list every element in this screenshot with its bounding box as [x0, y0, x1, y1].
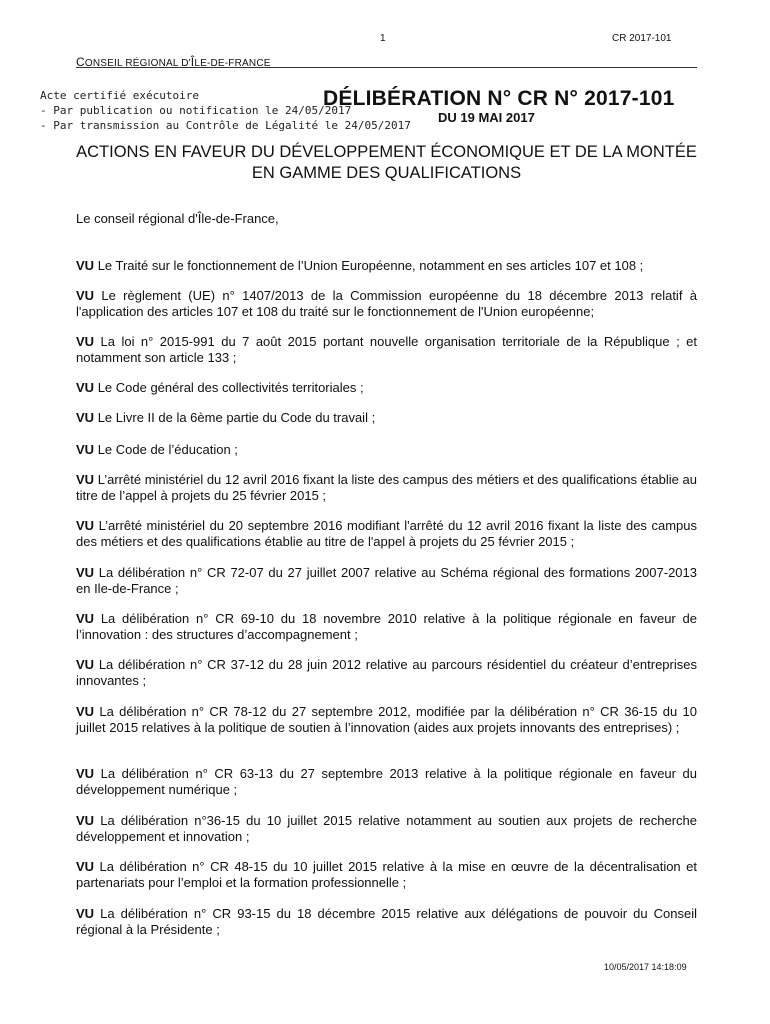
vu-label: VU — [76, 518, 95, 533]
deliberation-title: DÉLIBÉRATION N° CR N° 2017-101 — [323, 87, 675, 110]
vu-text: Le Traité sur le fonctionnement de l’Union Européenne, notamment en ses articles 107 et 108 ; — [97, 258, 644, 273]
vu-text: La délibération n° CR 93-15 du 18 décembre 2015 relative aux délégations de pouvoir du Conseil régional à la Présidente ; — [76, 906, 697, 937]
vu-item — [76, 611, 697, 642]
stamp-line-3: - Par transmission au Contrôle de Légalité le 24/05/2017 — [40, 119, 411, 132]
vu-label: VU — [76, 410, 95, 425]
vu-item — [76, 258, 697, 274]
org-name-part-2: LE-DE-FRANCE — [194, 58, 271, 69]
stamp-line-2: - Par publication ou notification le 24/05/2017 — [40, 104, 352, 117]
vu-text: L’arrêté ministériel du 20 septembre 2016 modifiant l'arrêté du 12 avril 2016 fixant la liste des campus des métiers et des qualifications établie au titre de l'appel à projets du 25 février 2015 ; — [76, 518, 697, 549]
page-number: 1 — [380, 33, 386, 44]
vu-text: La délibération n° CR 63-13 du 27 septembre 2013 relative à la politique régionale en faveur du développement numérique ; — [76, 766, 697, 797]
stamp-line-1: Acte certifié exécutoire — [40, 89, 199, 102]
vu-label: VU — [76, 565, 95, 580]
vu-item — [76, 288, 697, 319]
vu-text: La délibération n° CR 48-15 du 10 juillet 2015 relative à la mise en œuvre de la décentralisation et partenariats pour l’emploi et la formation professionnelle ; — [76, 859, 697, 890]
vu-item — [76, 334, 697, 365]
vu-label: VU — [76, 657, 95, 672]
vu-text: Le règlement (UE) n° 1407/2013 de la Commission européenne du 18 décembre 2013 relatif à l'application des articles 107 et 108 du traité sur le fonctionnement de l'Union européenne; — [76, 288, 697, 319]
vu-item — [76, 704, 697, 735]
vu-label: VU — [76, 442, 95, 457]
vu-text: La délibération n° CR 72-07 du 27 juillet 2007 relative au Schéma régional des formations 2007-2013 en Ile-de-France ; — [76, 565, 697, 596]
vu-label: VU — [76, 611, 95, 626]
header-rule — [76, 67, 697, 68]
vu-label: VU — [76, 472, 95, 487]
org-name-initial-2: Î — [190, 55, 195, 69]
org-name-initial: C — [76, 55, 85, 69]
vu-text: La délibération n° CR 78-12 du 27 septembre 2012, modifiée par la délibération n° CR 36-15 du 10 juillet 2015 relatives à la politique de soutien à l’innovation (aides aux projets innovants des entreprises) ; — [76, 704, 697, 735]
document-subject-title: ACTIONS EN FAVEUR DU DÉVELOPPEMENT ÉCONOMIQUE ET DE LA MONTÉE EN GAMME DES QUALIFICATIONS — [76, 143, 697, 182]
vu-item — [76, 442, 697, 458]
vu-text: La délibération n° CR 69-10 du 18 novembre 2010 relative à la politique régionale en faveur de l’innovation : des structures d’accompagnement ; — [76, 611, 697, 642]
vu-item — [76, 813, 697, 844]
vu-label: VU — [76, 766, 95, 781]
vu-item — [76, 565, 697, 596]
vu-item — [76, 380, 697, 396]
vu-label: VU — [76, 859, 95, 874]
vu-item — [76, 859, 697, 890]
vu-item — [76, 906, 697, 937]
vu-label: VU — [76, 906, 95, 921]
vu-text: Le Code de l’éducation ; — [97, 442, 238, 457]
vu-text: Le Livre II de la 6ème partie du Code du travail ; — [97, 410, 376, 425]
vu-label: VU — [76, 334, 95, 349]
org-name-part-1: ONSEIL RÉGIONAL D' — [84, 58, 191, 69]
vu-label: VU — [76, 258, 95, 273]
vu-text: Le Code général des collectivités territoriales ; — [97, 380, 364, 395]
vu-label: VU — [76, 288, 95, 303]
vu-text: L’arrêté ministériel du 12 avril 2016 fixant la liste des campus des métiers et des qualifications établie au titre de l’appel à projets du 25 février 2015 ; — [76, 472, 697, 503]
vu-item — [76, 410, 697, 426]
document-reference: CR 2017-101 — [612, 33, 672, 44]
intro-text: Le conseil régional d'Île-de-France, — [76, 211, 279, 226]
vu-label: VU — [76, 380, 95, 395]
vu-label: VU — [76, 704, 95, 719]
vu-item — [76, 766, 697, 797]
footer-timestamp: 10/05/2017 14:18:09 — [604, 962, 687, 972]
vu-item — [76, 472, 697, 503]
vu-item — [76, 657, 697, 688]
vu-text: La délibération n° CR 37-12 du 28 juin 2012 relative au parcours résidentiel du créateur d’entreprises innovantes ; — [76, 657, 697, 688]
deliberation-date: DU 19 MAI 2017 — [438, 110, 535, 125]
vu-item — [76, 518, 697, 549]
vu-text: La délibération n°36-15 du 10 juillet 2015 relative notamment au soutien aux projets de recherche développement et innovation ; — [76, 813, 697, 844]
vu-text: La loi n° 2015-991 du 7 août 2015 portant nouvelle organisation territoriale de la République ; et notamment son article 133 ; — [76, 334, 697, 365]
vu-label: VU — [76, 813, 95, 828]
